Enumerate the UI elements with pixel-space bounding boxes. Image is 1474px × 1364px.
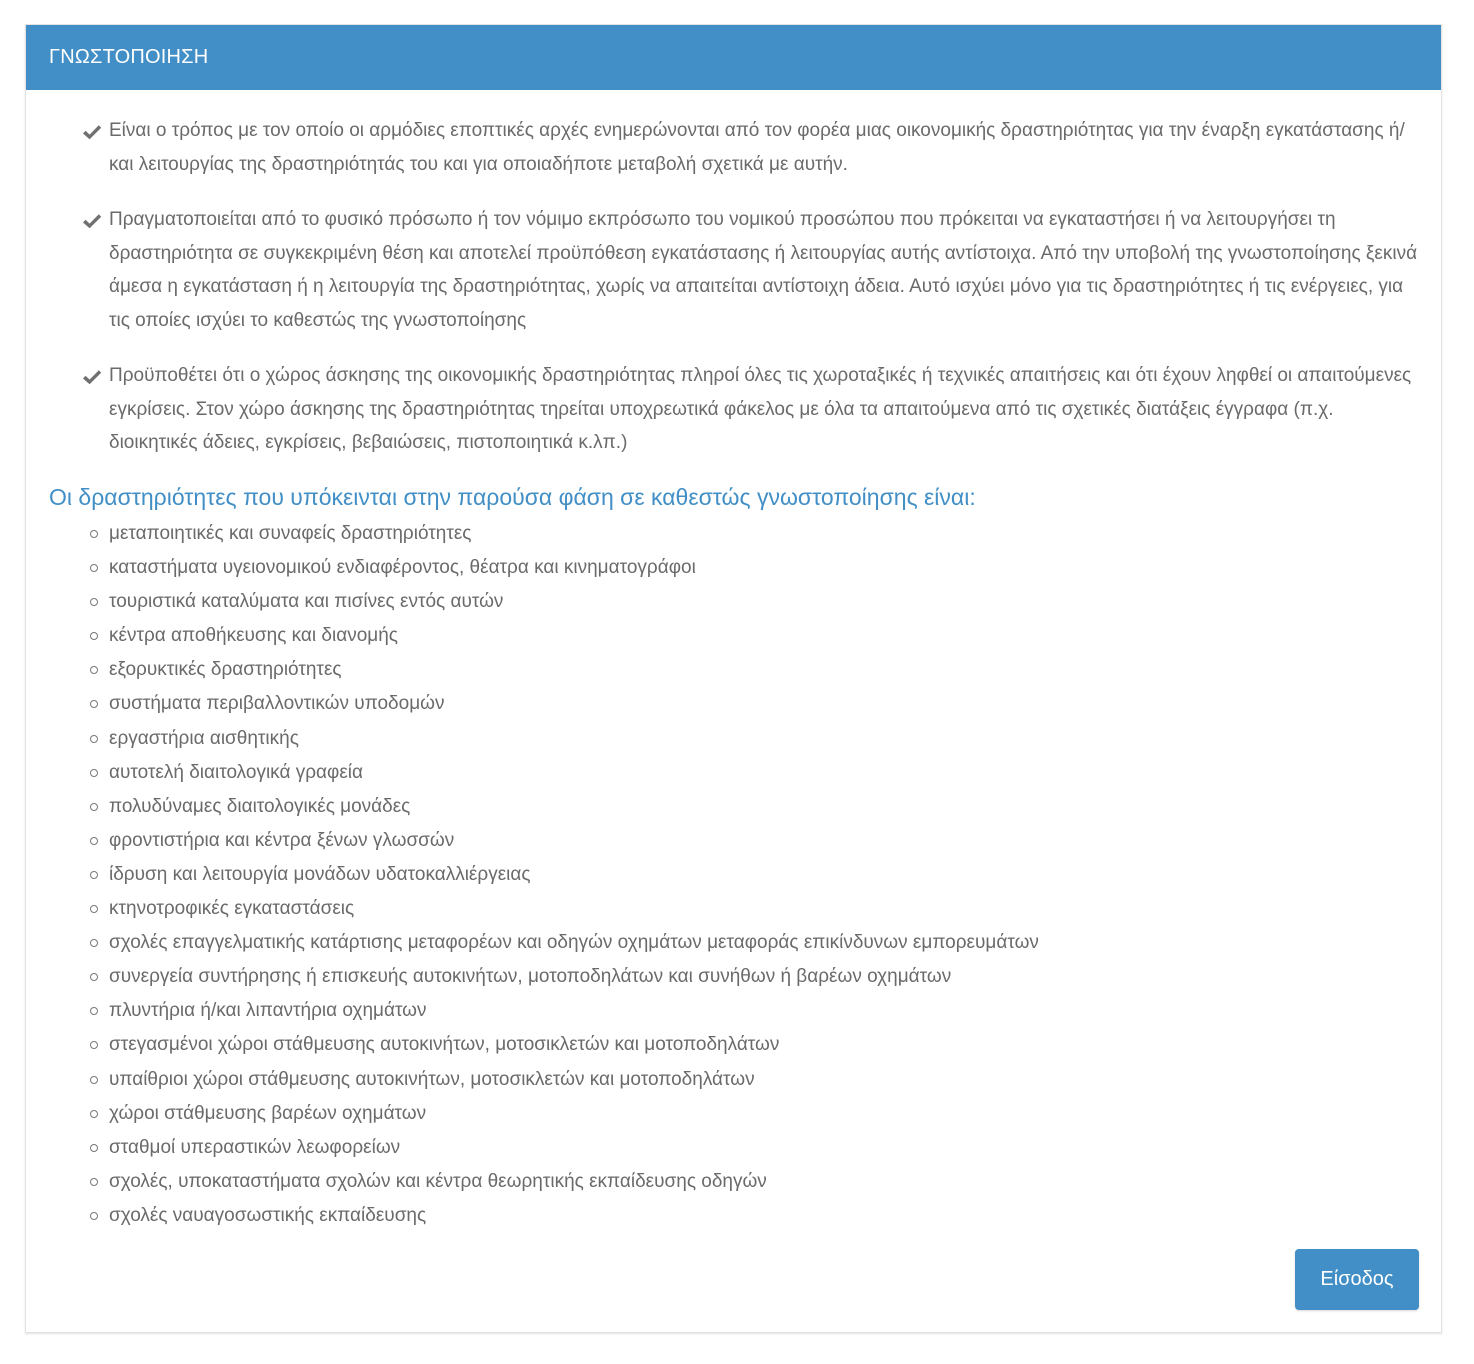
activity-text: συστήματα περιβαλλοντικών υποδομών <box>109 693 445 715</box>
activity-item <box>90 858 1390 892</box>
activity-item <box>90 960 1390 994</box>
check-list-item <box>82 114 1422 181</box>
circle-icon <box>90 871 98 879</box>
check-icon <box>82 212 102 230</box>
activity-text: φροντιστήρια και κέντρα ξένων γλωσσών <box>109 829 455 851</box>
activity-item <box>90 1131 1390 1165</box>
activity-item <box>90 585 1390 619</box>
enter-button[interactable]: Είσοδος <box>1295 1249 1419 1310</box>
activity-text: μεταποιητικές και συναφείς δραστηριότητες <box>109 523 472 544</box>
activity-text: καταστήματα υγειονομικού ενδιαφέροντος, θέατρα και κινηματογράφοι <box>109 557 696 579</box>
activity-text: σταθμοί υπεραστικών λεωφορείων <box>109 1136 401 1158</box>
circle-icon <box>90 632 98 640</box>
circle-icon <box>90 735 98 743</box>
activity-text: κτηνοτροφικές εγκαταστάσεις <box>109 898 355 920</box>
circle-icon <box>90 905 98 913</box>
check-text: Προϋποθέτει ότι ο χώρος άσκησης της οικονομικής δραστηριότητας πληροί όλες τις χωροταξικές ή τεχνικές απαιτήσεις και ότι έχουν ληφθεί οι απαιτούμενες εγκρίσεις. Στον χώρο άσκησης της δραστηριότητας τηρείται υποχρεωτικά φάκελος με όλα τα απαιτούμενα από τις σχετικές διατάξεις έγγραφα (π.χ. διοικητικές άδειες, εγκρίσεις, βεβαιώσεις, πιστοποιητικά κ.λπ.) <box>109 365 1412 453</box>
circle-icon <box>90 1178 98 1186</box>
circle-icon <box>90 598 98 606</box>
check-list <box>82 114 1422 482</box>
activity-item <box>90 619 1390 653</box>
check-icon <box>82 368 102 386</box>
section-title: Οι δραστηριότητες που υπόκεινται στην παρούσα φάση σε καθεστώς γνωστοποίησης είναι: <box>49 484 976 510</box>
activity-text: σχολές επαγγελματικής κατάρτισης μεταφορέων και οδηγών οχημάτων μεταφοράς επικίνδυνων εμπορευμάτων <box>109 932 1039 954</box>
circle-icon <box>90 700 98 708</box>
activity-item <box>90 892 1390 926</box>
activity-item <box>90 722 1390 756</box>
activity-item <box>90 653 1390 687</box>
notification-panel <box>25 24 1442 1333</box>
activity-item <box>90 756 1390 790</box>
circle-icon <box>90 1212 98 1220</box>
circle-icon <box>90 666 98 674</box>
activity-item <box>90 551 1390 585</box>
activity-text: ίδρυση και λειτουργία μονάδων υδατοκαλλιέργειας <box>109 863 531 885</box>
activity-text: κέντρα αποθήκευσης και διανομής <box>109 625 398 647</box>
check-list-item <box>82 359 1422 460</box>
panel-heading: ΓΝΩΣΤΟΠΟΙΗΣΗ <box>26 25 1441 90</box>
check-icon <box>82 123 102 141</box>
activities-list <box>90 517 1390 1233</box>
activity-item <box>90 517 1390 551</box>
activity-item <box>90 1063 1390 1097</box>
activity-text: αυτοτελή διαιτολογικά γραφεία <box>109 761 363 783</box>
activity-item <box>90 824 1390 858</box>
activity-item <box>90 1199 1390 1233</box>
activity-text: χώροι στάθμευσης βαρέων οχημάτων <box>109 1102 427 1124</box>
activity-text: στεγασμένοι χώροι στάθμευσης αυτοκινήτων, μοτοσικλετών και μοτοποδηλάτων <box>109 1034 780 1056</box>
activity-text: συνεργεία συντήρησης ή επισκευής αυτοκινήτων, μοτοποδηλάτων και συνήθων ή βαρέων οχημάτων <box>109 966 952 988</box>
activity-item <box>90 926 1390 960</box>
check-text: Πραγματοποιείται από το φυσικό πρόσωπο ή τον νόμιμο εκπρόσωπο του νομικού προσώπου που πρόκειται να εγκαταστήσει ή να λειτουργήσει τη δραστηριότητα σε συγκεκριμένη θέση και αποτελεί προϋπόθεση εγκατάστασης ή λειτουργίας αυτής αντίστοιχα. Από την υποβολή της γνωστοποίησης ξεκινά άμεσα η εγκατάσταση ή η λειτουργία της δραστηριότητας, χωρίς να απαιτείται αντίστοιχη άδεια. Αυτό ισχύει μόνο για τις δραστηριότητες ή τις ενέργειες, για τις οποίες ισχύει το καθεστώς της γνωστοποίησης <box>109 209 1418 331</box>
circle-icon <box>90 939 98 947</box>
circle-icon <box>90 769 98 777</box>
activity-text: υπαίθριοι χώροι στάθμευσης αυτοκινήτων, μοτοσικλετών και μοτοποδηλάτων <box>109 1068 755 1090</box>
activity-item <box>90 994 1390 1028</box>
circle-icon <box>90 803 98 811</box>
activity-text: σχολές, υποκαταστήματα σχολών και κέντρα θεωρητικής εκπαίδευσης οδηγών <box>109 1170 767 1192</box>
activity-text: πλυντήρια ή/και λιπαντήρια οχημάτων <box>109 1000 427 1022</box>
activity-text: πολυδύναμες διαιτολογικές μονάδες <box>109 795 411 817</box>
check-text: Είναι ο τρόπος με τον οποίο οι αρμόδιες εποπτικές αρχές ενημερώνονται από τον φορέα μιας οικονομικής δραστηριότητας για την έναρξη εγκατάστασης ή/και λειτουργίας της δραστηριότητάς του και για οποιαδήποτε μεταβολή σχετικά με αυτήν. <box>109 120 1405 175</box>
activity-item <box>90 1097 1390 1131</box>
activity-text: εξορυκτικές δραστηριότητες <box>109 659 342 681</box>
activity-item <box>90 1165 1390 1199</box>
activity-text: τουριστικά καταλύματα και πισίνες εντός αυτών <box>109 591 504 613</box>
activity-item <box>90 1028 1390 1062</box>
activity-item <box>90 790 1390 824</box>
activity-text: σχολές ναυαγοσωστικής εκπαίδευσης <box>109 1204 427 1226</box>
circle-icon <box>90 1007 98 1015</box>
circle-icon <box>90 564 98 572</box>
circle-icon <box>90 530 98 538</box>
circle-icon <box>90 1110 98 1118</box>
circle-icon <box>90 973 98 981</box>
check-list-item <box>82 203 1422 337</box>
circle-icon <box>90 1144 98 1152</box>
circle-icon <box>90 1076 98 1084</box>
activity-text: εργαστήρια αισθητικής <box>109 727 299 749</box>
activity-item <box>90 687 1390 721</box>
circle-icon <box>90 1041 98 1049</box>
circle-icon <box>90 837 98 845</box>
